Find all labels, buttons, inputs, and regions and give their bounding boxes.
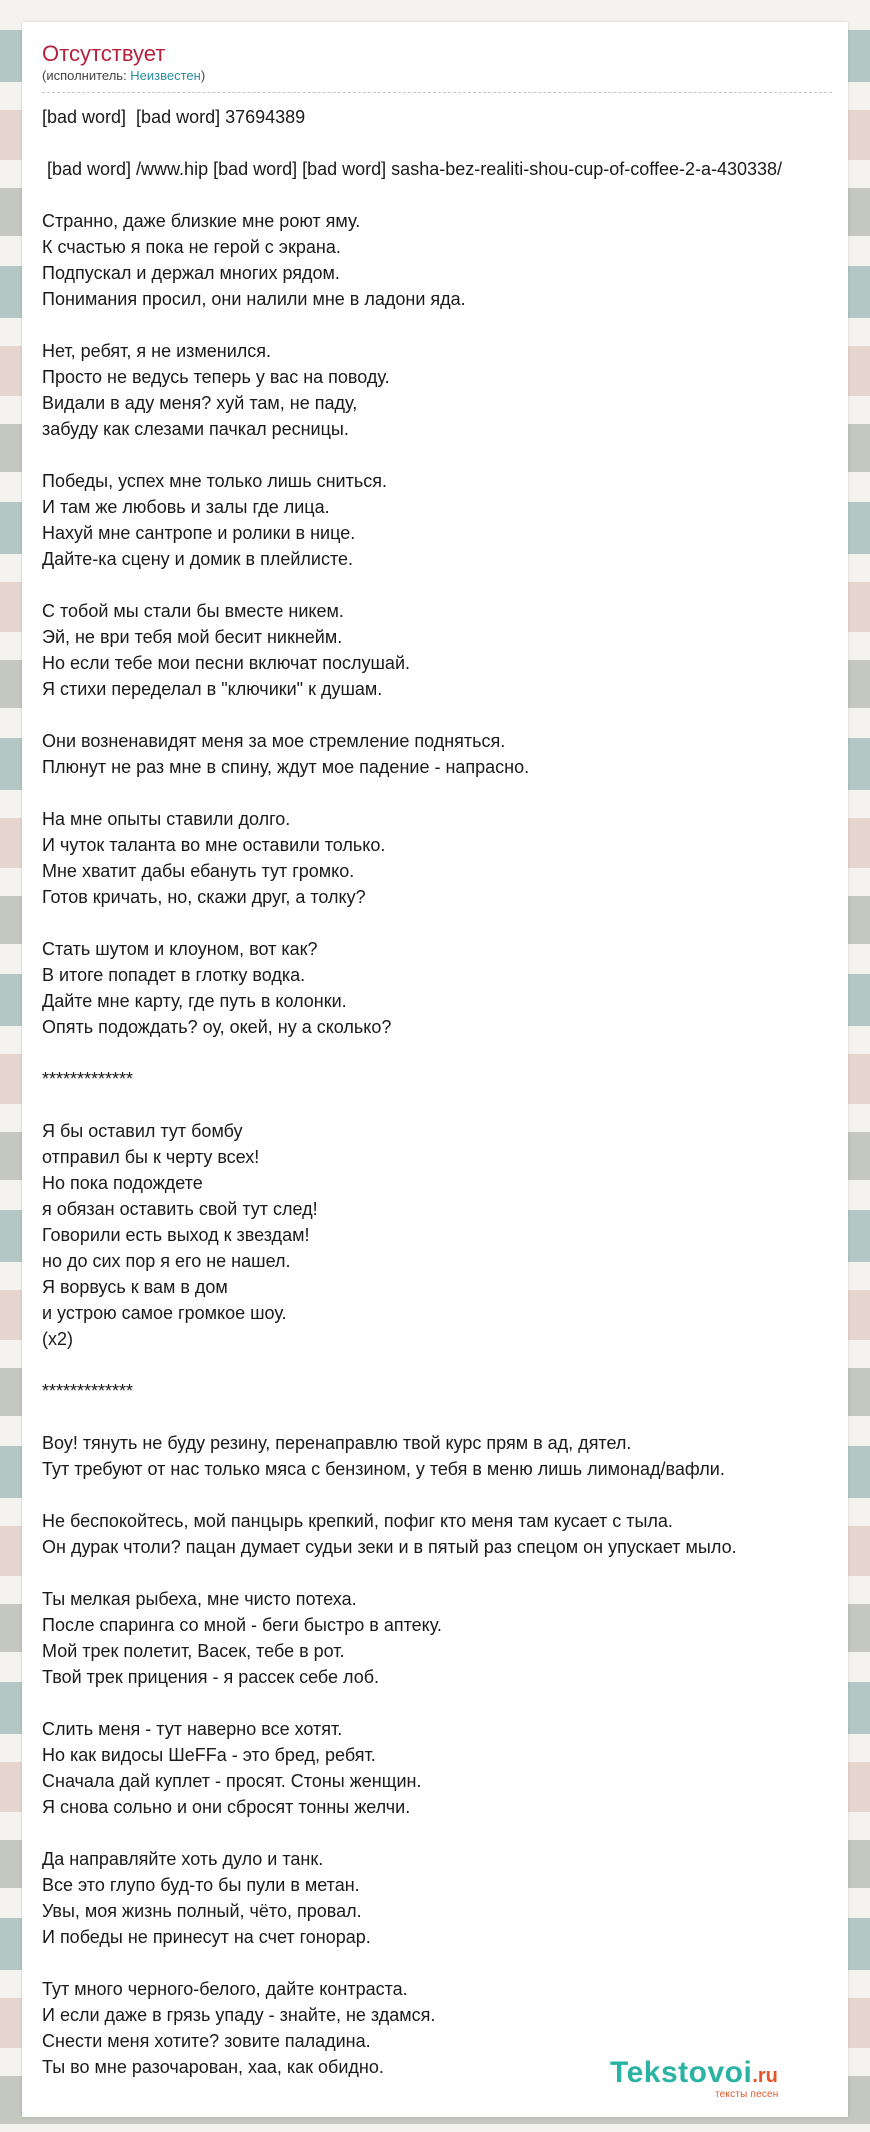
lyric-line: Эй, не ври тебя мой бесит никнейм.: [42, 627, 343, 647]
lyric-line: отправил бы к черту всех!: [42, 1147, 260, 1167]
lyric-line: [bad word] [bad word] 37694389: [42, 107, 306, 127]
lyric-line: Плюнут не раз мне в спину, ждут мое падение - напрасно.: [42, 757, 530, 777]
logo-tagline: тексты песен: [715, 2089, 779, 2100]
lyric-line: (x2): [42, 1329, 73, 1349]
artist-prefix: (исполнитель:: [42, 68, 131, 83]
artist-link[interactable]: Неизвестен: [130, 68, 201, 83]
lyric-line: [42, 1092, 842, 1118]
lyric-line: Снести меня хотите? зовите паладина.: [42, 2031, 371, 2051]
lyric-line: Видали в аду меня? хуй там, не паду,: [42, 393, 358, 413]
lyric-line: [42, 1560, 842, 1586]
lyric-line: Не беспокойтесь, мой панцырь крепкий, пофиг кто меня там кусает с тыла.: [42, 1511, 673, 1531]
lyric-line: Готов кричать, но, скажи друг, а толку?: [42, 887, 366, 907]
lyric-line: Я бы оставил тут бомбу: [42, 1121, 243, 1141]
artist-line: [42, 68, 822, 84]
lyric-line: Просто не ведусь теперь у вас на поводу.: [42, 367, 390, 387]
lyric-line: и устрою самое громкое шоу.: [42, 1303, 287, 1323]
header-divider: [42, 92, 832, 93]
lyric-line: Я ворвусь к вам в дом: [42, 1277, 228, 1297]
lyric-line: Он дурак чтоли? пацан думает судьи зеки и в пятый раз спецом он упускает мыло.: [42, 1537, 737, 1557]
lyric-line: *************: [42, 1069, 134, 1089]
lyric-line: Ты во мне разочарован, хаа, как обидно.: [42, 2057, 384, 2077]
logo-name: Tekstovoi: [610, 2056, 753, 2089]
lyric-line: [42, 1404, 842, 1430]
lyric-line: Твой трек прицения - я рассек себе лоб.: [42, 1667, 380, 1687]
lyric-line: После спаринга со мной - беги быстро в аптеку.: [42, 1615, 442, 1635]
lyric-line: [42, 182, 842, 208]
lyrics-text: [42, 104, 842, 2080]
lyric-line: [42, 312, 842, 338]
lyric-line: Но если тебе мои песни включат послушай.: [42, 653, 410, 673]
lyric-line: Нахуй мне сантропе и ролики в нице.: [42, 523, 356, 543]
lyric-line: Дайте-ка сцену и домик в плейлисте.: [42, 549, 354, 569]
lyric-line: Мой трек полетит, Васек, тебе в рот.: [42, 1641, 345, 1661]
lyric-line: С тобой мы стали бы вместе никем.: [42, 601, 344, 621]
lyric-line: [42, 780, 842, 806]
lyric-line: Стать шутом и клоуном, вот как?: [42, 939, 318, 959]
lyric-line: Опять подождать? оу, окей, ну а сколько?: [42, 1017, 392, 1037]
lyric-line: И чуток таланта во мне оставили только.: [42, 835, 386, 855]
lyric-line: [42, 910, 842, 936]
lyric-line: Сначала дай куплет - просят. Стоны женщин.: [42, 1771, 422, 1791]
lyric-line: Увы, моя жизнь полный, чёто, провал.: [42, 1901, 362, 1921]
lyric-line: Воу! тянуть не буду резину, перенаправлю твой курс прям в ад, дятел.: [42, 1433, 632, 1453]
lyric-line: Победы, успех мне только лишь сниться.: [42, 471, 387, 491]
lyric-line: Ты мелкая рыбеха, мне чисто потеха.: [42, 1589, 357, 1609]
lyric-line: [42, 1352, 842, 1378]
lyric-line: Тут много черного-белого, дайте контраста.: [42, 1979, 408, 1999]
lyric-line: Мне хватит дабы ебануть тут громко.: [42, 861, 355, 881]
lyric-line: я обязан оставить свой тут след!: [42, 1199, 318, 1219]
lyric-line: Но пока подождете: [42, 1173, 203, 1193]
lyric-line: Нет, ребят, я не изменился.: [42, 341, 272, 361]
lyric-line: Я снова сольно и они сбросят тонны желчи.: [42, 1797, 411, 1817]
song-header: [42, 40, 822, 84]
logo-domain: .ru: [752, 2065, 778, 2087]
lyric-line: Слить меня - тут наверно все хотят.: [42, 1719, 343, 1739]
lyric-line: Странно, даже близкие мне роют яму.: [42, 211, 361, 231]
lyrics-card: [22, 22, 848, 2117]
lyric-line: И там же любовь и залы где лица.: [42, 497, 330, 517]
site-logo[interactable]: [610, 2057, 820, 2107]
lyric-line: [42, 442, 842, 468]
lyric-line: [42, 1950, 842, 1976]
lyric-line: В итоге попадет в глотку водка.: [42, 965, 306, 985]
lyric-line: Тут требуют от нас только мяса с бензином, у тебя в меню лишь лимонад/вафли.: [42, 1459, 725, 1479]
lyric-line: [bad word] /www.hip [bad word] [bad word] sasha-bez-realiti-shou-cup-of-coffee-2-a-430338/: [42, 159, 783, 179]
lyric-line: Говорили есть выход к звездам!: [42, 1225, 310, 1245]
lyric-line: [42, 1820, 842, 1846]
lyric-line: [42, 1690, 842, 1716]
lyric-line: И победы не принесут на счет гонорар.: [42, 1927, 371, 1947]
lyric-line: Все это глупо буд-то бы пули в метан.: [42, 1875, 360, 1895]
lyric-line: забуду как слезами пачкал ресницы.: [42, 419, 349, 439]
lyric-line: Они возненавидят меня за мое стремление подняться.: [42, 731, 506, 751]
lyric-line: [42, 1040, 842, 1066]
lyric-line: [42, 1482, 842, 1508]
lyric-line: [42, 702, 842, 728]
lyric-line: Но как видосы ШеFFа - это бред, ребят.: [42, 1745, 376, 1765]
lyric-line: К счастью я пока не герой с экрана.: [42, 237, 341, 257]
lyric-line: Я стихи переделал в "ключики" к душам.: [42, 679, 383, 699]
lyric-line: Да направляйте хоть дуло и танк.: [42, 1849, 324, 1869]
artist-suffix: ): [200, 68, 206, 83]
lyric-line: Понимания просил, они налили мне в ладони яда.: [42, 289, 466, 309]
lyric-line: На мне опыты ставили долго.: [42, 809, 291, 829]
lyric-line: [42, 130, 842, 156]
lyric-line: [42, 572, 842, 598]
lyric-line: И если даже в грязь упаду - знайте, не здамся.: [42, 2005, 436, 2025]
lyric-line: Подпускал и держал многих рядом.: [42, 263, 340, 283]
song-title: Отсутствует: [42, 41, 166, 66]
lyric-line: Дайте мне карту, где путь в колонки.: [42, 991, 347, 1011]
lyric-line: но до сих пор я его не нашел.: [42, 1251, 291, 1271]
lyric-line: *************: [42, 1381, 134, 1401]
